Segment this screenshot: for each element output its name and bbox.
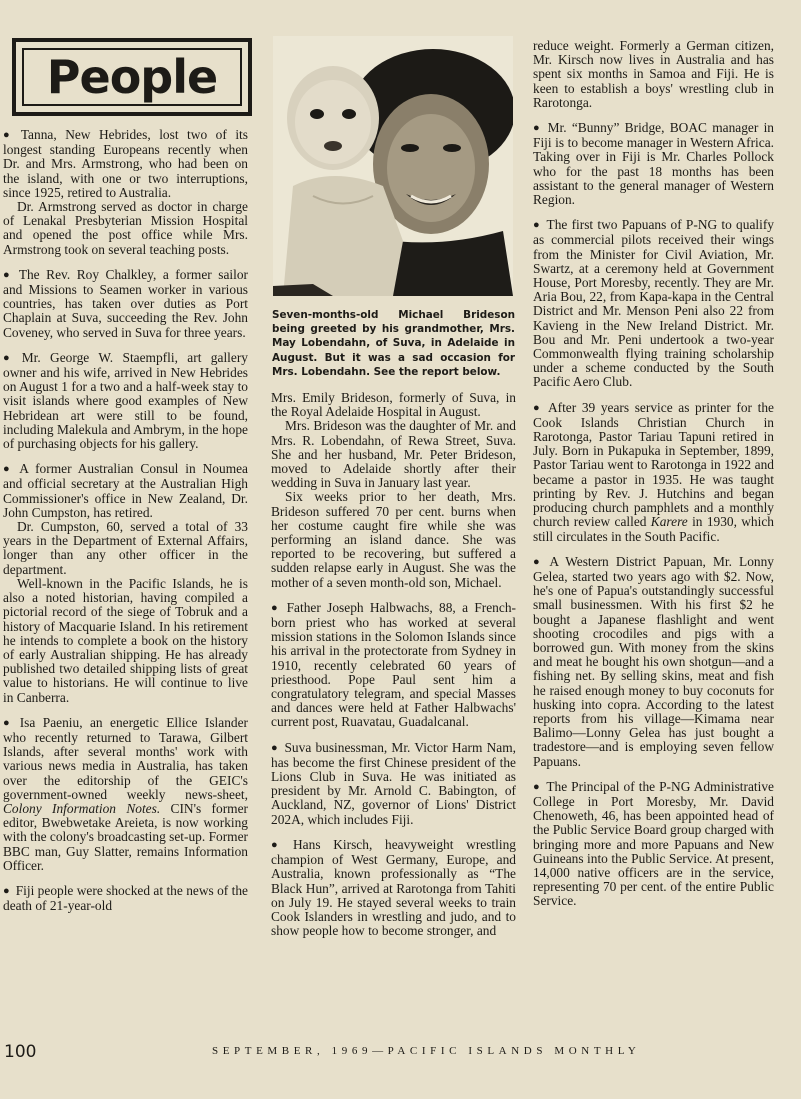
paragraph: Mrs. Brideson was the daughter of Mr. and Mrs. R. Lobendahn, of Rewa Street, Suva. She and her husband, Mr. Peter Brideson, moved to Adelaide shortly after their wedding in Suva in January last year.	[271, 418, 516, 491]
article-chenoweth	[533, 780, 774, 909]
paragraph: CIN's former editor, Bwebwetake Areieta, is now working with the colony's broadcasting set-up. Former BBC man, Guy Slatter, remains Information Officer.	[3, 800, 248, 873]
paragraph: Well-known in the Pacific Islands, he is also a noted historian, having compiled a pictorial record of the siege of Tobruk and a history of Macquarie Island. In his retirement he intends to complete a book on the history of early Australian shipping. He has already published two detailed shipping lists of great value to historians. He will continue to live in Canberra.	[3, 575, 248, 705]
paragraph: Mr. George W. Staempfli, art gallery owner and his wife, arrived in New Hebrides on August 1 for a two and a half-week stay to visit islands where good examples of New Hebridean art were still to be found, including Malekula and Ambrym, in the hope of purchasing objects for his gallery.	[3, 349, 248, 452]
bullet-icon: ●	[3, 268, 13, 281]
photo-grandmother-and-baby	[273, 36, 513, 296]
title-box	[12, 38, 252, 116]
article-kirsch-cont	[533, 39, 774, 110]
paragraph: Fiji people were shocked at the news of the death of 21-year-old	[3, 882, 248, 914]
article-tapuni	[533, 401, 774, 544]
article-halbwachs	[271, 601, 516, 730]
bullet-icon: ●	[533, 401, 542, 414]
column-1	[3, 128, 248, 913]
bullet-icon: ●	[3, 351, 16, 364]
bullet-icon: ●	[3, 129, 15, 141]
paragraph: Father Joseph Halbwachs, 88, a French-born priest who has worked at several mission stations in the Solomon Islands since his arrival in the protectorate from Sydney in 1910, recently celebrated 60 years of priesthood. Pope Paul sent him a congratulatory telegram, and special Masses and dances were held at Father Halbwachs' current post, Ruavatau, Guadalcanal.	[271, 599, 516, 730]
paragraph: Hans Kirsch, heavyweight wrestling champion of West Germany, Europe, and Australia, known professionally as “The Black Hun”, arrived at Rarotonga from Tahiti on July 19. He stayed several weeks to train Cook Islanders in wrestling and judo, and to show people how to become stronger, and	[271, 836, 516, 939]
article-chalkley	[3, 268, 248, 340]
article-gelea	[533, 555, 774, 769]
paragraph: After 39 years service as printer for the Cook Islands Christian Church in Rarotonga, Pastor Tariau Tapuni retired in July. Born in Pukapuka in September, 1899, Pastor Tariau went to Rarotonga in 1922 and became a pastor in 1935. He was taught printing by Rev. J. Hutchins and began producing church pamphlets and a monthly church review called	[533, 399, 774, 530]
article-staempfli	[3, 351, 248, 451]
bullet-icon: ●	[271, 838, 288, 851]
bullet-icon: ●	[533, 219, 541, 232]
paragraph: Six weeks prior to her death, Mrs. Brideson suffered 70 per cent. burns when her costume caught fire while she was performing an island dance. She was reported to be recovering, but suffered a sudden relapse early in August. She was the mother of a seven month-old son, Michael.	[271, 489, 516, 590]
article-kirsch	[271, 838, 516, 938]
bullet-icon: ●	[3, 884, 10, 897]
publication-title: Karere	[650, 514, 688, 530]
paragraph: A Western District Papuan, Mr. Lonny Gelea, started two years ago with $2. Now, he's one of Papua's outstandingly successful small businessmen. With his first $2 he bought a Japanese flashlight and went shooting crocodiles and pigs with a borrowed gun. With money from the skins and meat he bought his own shotgun—and a fishing net. By selling skins, meat and fish he raised enough money to buy coconuts for husking into copra. According to the latest reports from his village—Kimama near Balimo—Lonny Gelea has just bought a tradestore—and is employing seven fellow Papuans.	[533, 553, 774, 769]
bullet-icon: ●	[533, 122, 542, 135]
bullet-icon: ●	[533, 780, 541, 793]
column-3	[533, 39, 774, 909]
title-inner-border	[22, 48, 242, 106]
article-brideson-cont	[271, 391, 516, 590]
article-brideson-start	[3, 884, 248, 913]
page-footer	[0, 1042, 801, 1066]
paragraph: Isa Paeniu, an energetic Ellice Islander who recently returned to Tarawa, Gilbert Islands, after several months' work with various news media in Australia, has taken over the editorship of the GEIC's government-owned weekly news-sheet,	[3, 714, 248, 802]
column-2	[271, 391, 516, 938]
paragraph: Mrs. Emily Brideson, formerly of Suva, in the Royal Adelaide Hospital in August.	[271, 390, 516, 420]
article-harm-nam	[271, 741, 516, 827]
paragraph: Tanna, New Hebrides, lost two of its longest standing Europeans recently when Dr. and Mrs. Armstrong, who had been on the island, with one or two interruptions, since 1925, retired to Australia.	[3, 127, 248, 200]
paragraph: A former Australian Consul in Noumea and official secretary at the Australian High Commissioner's office in New Zealand, Dr. John Cumpston, has retired.	[3, 461, 248, 520]
paragraph: in 1930, which still circulates in the South Pacific.	[533, 514, 774, 544]
photo-caption: Seven-months-old Michael Brideson being greeted by his grandmother, Mrs. May Lobendahn, of Suva, in Adelaide in August. But it was a sad occasion for Mrs. Lobendahn. See the report below.	[272, 309, 515, 378]
paragraph: Suva businessman, Mr. Victor Harm Nam, has become the first Chinese president of the Lions Club in Suva. He was initiated as president by Mr. Arnold C. Babington, of Auckland, NZ, governor of Lions' District 202A, which includes Fiji.	[271, 739, 516, 827]
publication-line: SEPTEMBER, 1969—PACIFIC ISLANDS MONTHLY	[212, 1045, 641, 1057]
paragraph: Mr. “Bunny” Bridge, BOAC manager in Fiji is to become manager in Western Africa. Taking over in Fiji is Mr. Charles Pollock who for the past 18 months has been assistant to the general manager of Western Region.	[533, 120, 774, 208]
photo-illustration	[273, 36, 513, 296]
page-title: People	[46, 50, 218, 104]
bullet-icon: ●	[271, 741, 279, 754]
paragraph: Dr. Cumpston, 60, served a total of 33 years in the Department of External Affairs, longer than any other officer in the department.	[3, 519, 248, 577]
paragraph: The Principal of the P-NG Administrative College in Port Moresby, Mr. David Chenoweth, 46, has been appointed head of the Public Service Board group charged with bringing more and more Papuans and New Guineans into the Public Service. At present, 14,000 native officers are in the service, representing 70 per cent. of the entire Public Service.	[533, 778, 774, 909]
paragraph: reduce weight. Formerly a German citizen, Mr. Kirsch now lives in Australia and has spent six months in Samoa and Fiji. He is keen to establish a boys' wrestling club in Rarotonga.	[533, 38, 774, 110]
article-tanna	[3, 128, 248, 257]
paragraph: The Rev. Roy Chalkley, a former sailor and Missions to Seamen worker in various countries, has taken over duties as Port Chaplain at Suva, succeeding the Rev. John Coveney, who served in Suva for three years.	[3, 266, 248, 340]
bullet-icon: ●	[3, 463, 14, 476]
paragraph: Dr. Armstrong served as doctor in charge of Lenakal Presbyterian Mission Hospital and opened the post office while Mrs. Armstrong took on several teaching posts.	[3, 199, 248, 257]
article-cumpston	[3, 462, 248, 704]
article-bridge	[533, 121, 774, 207]
page-number: 100	[4, 1042, 37, 1062]
publication-title: Colony Information Notes.	[3, 800, 161, 816]
bullet-icon: ●	[533, 555, 544, 568]
bullet-icon: ●	[3, 716, 14, 729]
bullet-icon: ●	[271, 601, 281, 614]
article-pilots	[533, 218, 774, 389]
paragraph: The first two Papuans of P-NG to qualify as commercial pilots received their wings from the Minister for Civil Aviation, Mr. Swartz, at a ceremony held at Government House, Port Moresby, recently. They are Mr. Aria Bou, 22, from Kapa-kapa in the Central District and Mr. Menson Peni also 22 from Kavieng in the New Ireland District. Mr. Bou and Mr. Peni undertook a two-year Commonwealth flying training scholarship under a scheme conducted by the South Pacific Aero Club.	[533, 217, 774, 390]
article-paeniu	[3, 716, 248, 873]
